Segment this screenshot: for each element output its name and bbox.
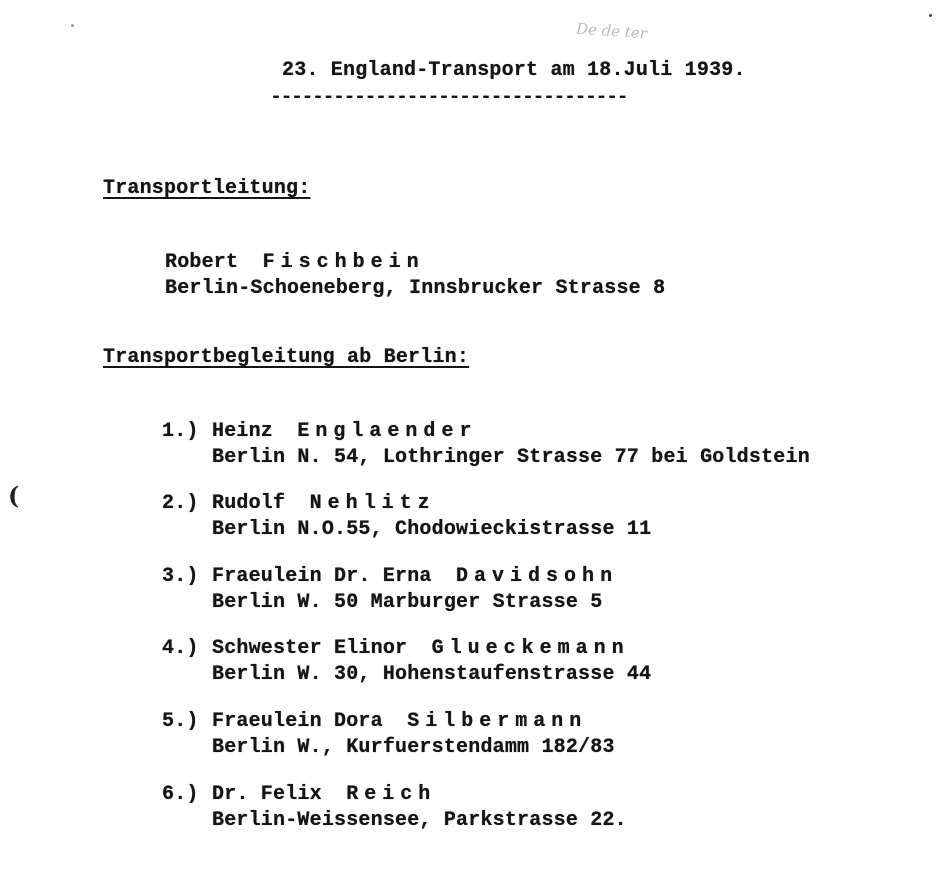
leader-last-name: Fischbein	[262, 251, 425, 274]
leader-first-name: Robert	[165, 251, 239, 274]
entry-address: Berlin W. 30, Hohenstaufenstrasse 44	[212, 663, 652, 686]
leader-address: Berlin-Schoeneberg, Innsbrucker Strasse 8	[165, 277, 666, 300]
entry-given-name: Rudolf	[212, 492, 286, 515]
entry-number: 4.)	[162, 637, 199, 660]
leader-name	[165, 251, 425, 275]
entry-name	[212, 637, 630, 661]
entry-number: 1.)	[162, 420, 199, 443]
entry-surname: Glueckemann	[431, 637, 630, 660]
entry-number: 6.)	[162, 783, 199, 806]
entry-given-name: Fraeulein Dr. Erna	[212, 565, 432, 588]
entry-surname: Davidsohn	[456, 565, 619, 588]
heading-transportbegleitung: Transportbegleitung ab Berlin:	[103, 346, 470, 369]
paper-speck	[71, 24, 74, 27]
entry-address: Berlin N.O.55, Chodowieckistrasse 11	[212, 518, 652, 541]
entry-address: Berlin N. 54, Lothringer Strasse 77 bei Goldstein	[212, 446, 810, 469]
entry-address: Berlin W. 50 Marburger Strasse 5	[212, 591, 603, 614]
entry-surname: Nehlitz	[309, 492, 436, 515]
entry-address: Berlin W., Kurfuerstendamm 182/83	[212, 736, 615, 759]
entry-name	[212, 565, 618, 589]
entry-given-name: Heinz	[212, 420, 274, 443]
entry-number: 2.)	[162, 492, 199, 515]
entry-surname: Reich	[346, 783, 437, 806]
entry-name	[212, 492, 436, 516]
title-underline: ----------------------------------	[270, 86, 628, 109]
entry-name	[212, 710, 587, 734]
entry-given-name: Fraeulein Dora	[212, 710, 383, 733]
heading-transportleitung: Transportleitung:	[103, 177, 311, 200]
entry-address: Berlin-Weissensee, Parkstrasse 22.	[212, 809, 627, 832]
entry-surname: Silbermann	[407, 710, 588, 733]
entry-number: 3.)	[162, 565, 199, 588]
margin-mark: (	[8, 481, 20, 510]
entry-surname: Englaender	[297, 420, 478, 443]
entry-name	[212, 420, 477, 444]
handwritten-note: De de ter	[575, 19, 648, 43]
entry-name	[212, 783, 436, 807]
paper-speck	[929, 14, 932, 17]
entry-number: 5.)	[162, 710, 199, 733]
document-title: 23. England-Transport am 18.Juli 1939.	[282, 59, 746, 82]
entry-given-name: Schwester Elinor	[212, 637, 408, 660]
entry-given-name: Dr. Felix	[212, 783, 322, 806]
